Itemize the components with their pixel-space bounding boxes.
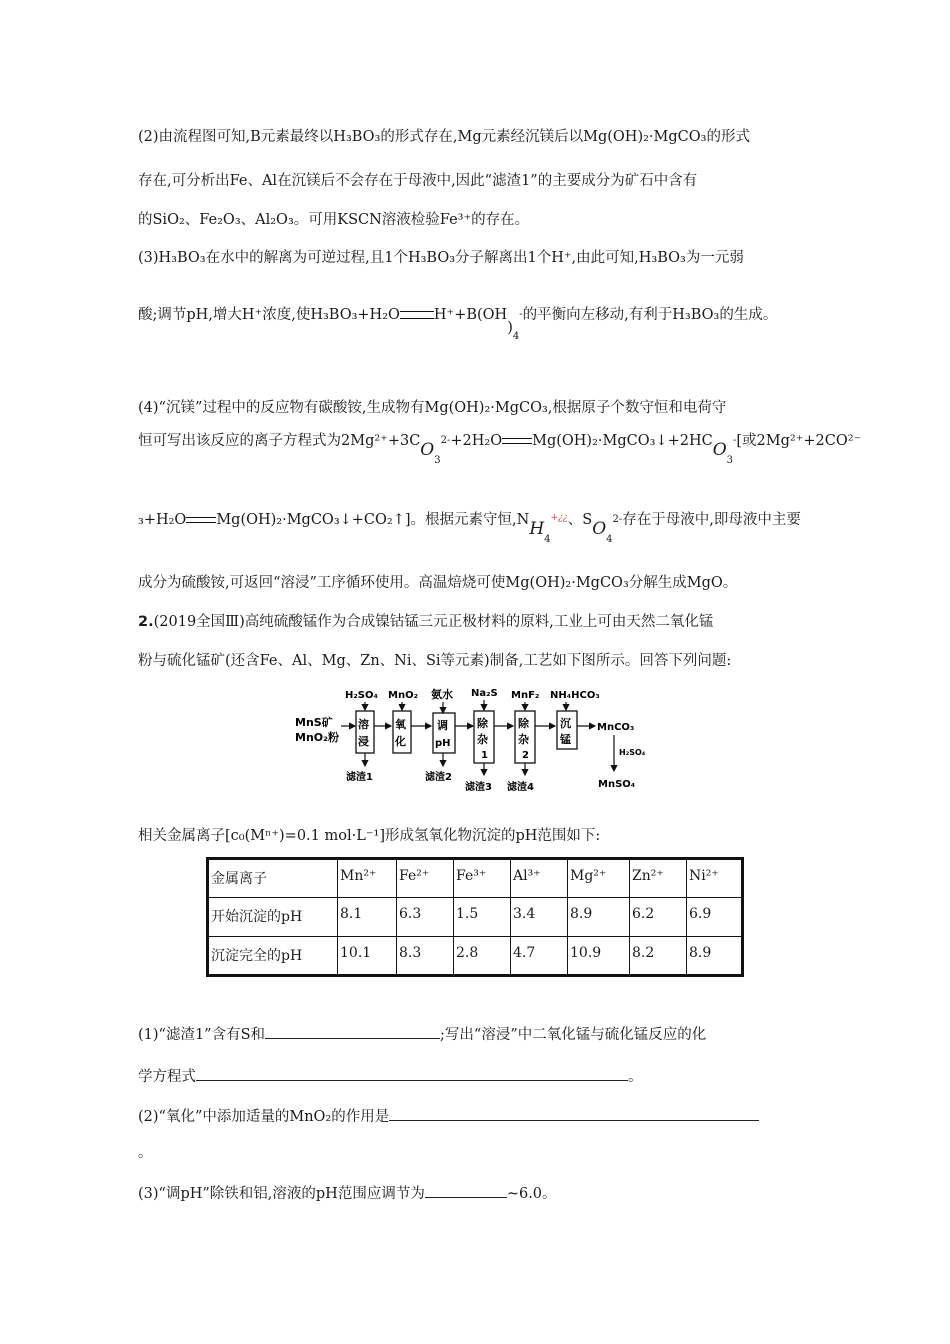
part4-line4: 成分为硫酸铵,可返回“溶浸”工序循环使用。高温焙烧可使Mg(OH)₂·MgCO₃分解生成MgO。 — [138, 575, 738, 591]
step-purify1-1: 除 — [477, 717, 488, 730]
reagent-mnf2: MnF₂ — [511, 690, 540, 701]
question-3-text-b: ~6.0。 — [506, 1186, 557, 1202]
part4-o2-charge: - — [733, 435, 737, 446]
waste-2: 滤渣2 — [425, 772, 452, 783]
table-cell: 沉淀完全的pH — [208, 937, 338, 976]
table-cell: 2.8 — [454, 937, 511, 976]
answer-blank-2[interactable] — [196, 1066, 628, 1081]
header-cell: Al³⁺ — [511, 859, 568, 898]
question2-line1 — [138, 612, 713, 632]
part4-text-f: Mg(OH)₂·MgCO₃↓+CO₂↑]。根据元素守恒,N — [216, 512, 530, 528]
question-3-line1 — [138, 1183, 557, 1204]
part4-h-sub: 4 — [544, 534, 551, 545]
part4-text-a: 恒可写出该反应的离子方程式为2Mg²⁺+3C — [138, 433, 421, 449]
table-cell: 开始沉淀的pH — [208, 898, 338, 937]
part4-h-charge: +¿¿ — [550, 513, 568, 523]
reagent-h2so4: H₂SO₄ — [345, 690, 378, 701]
part4-o1-charge: 2- — [440, 435, 451, 446]
part3-text-c: 的平衡向左移动,有利于H₃BO₃的生成。 — [522, 307, 778, 323]
table-cell: 10.1 — [338, 937, 397, 976]
equilibrium-arrow-1 — [400, 311, 434, 319]
product-mnco3: MnCO₃ — [597, 722, 635, 733]
table-cell: 10.9 — [568, 937, 630, 976]
table-header-row — [208, 859, 743, 898]
part2-line2: 存在,可分析出Fe、Al在沉镁后不会存在于母液中,因此“滤渣1”的主要成分为矿石中含有 — [138, 173, 698, 189]
question-1-text-d: 。 — [628, 1069, 643, 1085]
question-1-text-a: (1)“滤渣1”含有S和 — [138, 1027, 266, 1043]
feed-mns: MnS矿 — [295, 716, 333, 729]
part4-line2 — [138, 430, 862, 466]
answer-blank-3[interactable] — [389, 1106, 759, 1121]
table-cell: 6.9 — [687, 898, 743, 937]
part4-o1: O — [420, 440, 435, 460]
feed-mno2: MnO₂粉 — [295, 731, 339, 744]
part3-text-a: 酸;调节pH,增大H⁺浓度,使H₃BO₃+H₂O — [138, 307, 400, 323]
part3-subscript: 4 — [512, 331, 520, 342]
part3-charge: - — [519, 309, 523, 320]
step-precipitate-1: 沉 — [560, 717, 571, 730]
table-cell: 8.1 — [338, 898, 397, 937]
table-cell: 6.3 — [397, 898, 454, 937]
part4-o2-sub: 3 — [726, 455, 733, 466]
table-cell: 4.7 — [511, 937, 568, 976]
answer-blank-4[interactable] — [425, 1183, 507, 1198]
process-flow-diagram — [293, 683, 673, 795]
step-oxidize-2: 化 — [395, 735, 406, 748]
product-h2so4: H₂SO₄ — [619, 748, 646, 757]
reagent-na2s: Na₂S — [471, 688, 498, 699]
part4-text-c: Mg(OH)₂·MgCO₃↓+2HC — [532, 433, 713, 449]
table-cell: 6.2 — [630, 898, 687, 937]
table-cell: 1.5 — [454, 898, 511, 937]
part3-line1: (3)H₃BO₃在水中的解离为可逆过程,且1个H₃BO₃分子解离出1个H⁺,由此可知,H₃BO₃为一元弱 — [138, 250, 744, 266]
step-purify2-3: 2 — [522, 750, 529, 761]
question2-line2: 粉与硫化锰矿(还含Fe、Al、Mg、Zn、Ni、Si等元素)制备,工艺如下图所示。回答下列问题: — [138, 653, 732, 669]
step-purify1-2: 杂 — [477, 733, 488, 746]
table-cell: 8.9 — [687, 937, 743, 976]
question-3-text-a: (3)“调pH”除铁和铝,溶液的pH范围应调节为 — [138, 1186, 425, 1202]
question-1-text-c: 学方程式 — [138, 1069, 196, 1085]
part4-o1-sub: 3 — [434, 455, 441, 466]
header-cell: Mg²⁺ — [568, 859, 630, 898]
part4-line3 — [138, 509, 801, 545]
part4-o2: O — [712, 440, 727, 460]
step-dissolve-1: 溶 — [358, 718, 369, 731]
part4-text-d: [或2Mg²⁺+2CO²⁻ — [736, 433, 862, 449]
step-purify2-1: 除 — [518, 717, 529, 730]
part2-line3: 的SiO₂、Fe₂O₃、Al₂O₃。可用KSCN溶液检验Fe³⁺的存在。 — [138, 212, 530, 228]
part4-text-e: ₃+H₂O — [138, 512, 187, 528]
equilibrium-arrow-3 — [186, 517, 216, 523]
step-purify2-2: 杂 — [518, 733, 529, 746]
product-mnso4: MnSO₄ — [598, 779, 636, 790]
table-row — [208, 898, 743, 937]
part4-text-g: 、S — [567, 512, 593, 528]
part4-h: H — [529, 519, 545, 539]
part4-line1: (4)“沉镁”过程中的反应物有碳酸铵,生成物有Mg(OH)₂·MgCO₃,根据原子个数守恒和电荷守 — [138, 400, 727, 416]
step-oxidize-1: 氧 — [395, 718, 406, 731]
part3-text-b: H⁺+B(OH — [433, 307, 508, 323]
question-1-text-b: ;写出“溶浸”中二氧化锰与硫化锰反应的化 — [440, 1027, 707, 1043]
table-row — [208, 937, 743, 976]
ph-range-table — [206, 857, 744, 977]
question-1-line1 — [138, 1024, 706, 1045]
header-cell: Ni²⁺ — [687, 859, 743, 898]
part4-o3-charge: 2- — [612, 514, 623, 525]
question-2-text-a: (2)“氧化”中添加适量的MnO₂的作用是 — [138, 1109, 390, 1125]
header-cell: 金属离子 — [208, 859, 338, 898]
reagent-mno2: MnO₂ — [388, 690, 418, 701]
waste-3: 滤渣3 — [465, 782, 492, 793]
header-cell: Mn²⁺ — [338, 859, 397, 898]
step-precipitate-2: 锰 — [560, 733, 571, 746]
table-intro: 相关金属离子[c₀(Mⁿ⁺)=0.1 mol·L⁻¹]形成氢氧化物沉淀的pH范围如下: — [138, 828, 601, 844]
part4-text-b: +2H₂O — [450, 433, 503, 449]
part4-text-h: 存在于母液中,即母液中主要 — [622, 512, 801, 528]
table-cell: 3.4 — [511, 898, 568, 937]
step-ph-1: 调 — [437, 719, 448, 732]
step-purify1-3: 1 — [481, 750, 488, 761]
question-2-line1 — [138, 1106, 759, 1127]
question-1-line2 — [138, 1066, 643, 1087]
question2-text1: (2019全国Ⅲ)高纯硫酸锰作为合成镍钴锰三元正极材料的原料,工业上可由天然二氧化锰 — [153, 614, 714, 630]
question2-number: 2. — [138, 614, 154, 630]
part3-line2 — [138, 305, 778, 342]
reagent-nh4hco3: NH₄HCO₃ — [550, 690, 600, 701]
question-2-line2: 。 — [138, 1145, 153, 1161]
header-cell: Fe²⁺ — [397, 859, 454, 898]
reagent-ammonia: 氨水 — [431, 688, 453, 701]
part4-o3: O — [592, 519, 607, 539]
table-cell: 8.9 — [568, 898, 630, 937]
step-dissolve-2: 浸 — [358, 735, 369, 748]
waste-4: 滤渣4 — [507, 782, 534, 793]
header-cell: Zn²⁺ — [630, 859, 687, 898]
answer-blank-1[interactable] — [265, 1024, 440, 1039]
part4-o3-sub: 4 — [606, 534, 613, 545]
part3-paren: ) — [507, 320, 513, 336]
header-cell: Fe³⁺ — [454, 859, 511, 898]
table-cell: 8.3 — [397, 937, 454, 976]
equilibrium-arrow-2 — [502, 438, 532, 444]
part2-line1: (2)由流程图可知,B元素最终以H₃BO₃的形式存在,Mg元素经沉镁后以Mg(OH)₂·MgCO₃的形式 — [138, 129, 750, 145]
table-cell: 8.2 — [630, 937, 687, 976]
waste-1: 滤渣1 — [346, 772, 373, 783]
step-ph-2: pH — [435, 738, 451, 749]
